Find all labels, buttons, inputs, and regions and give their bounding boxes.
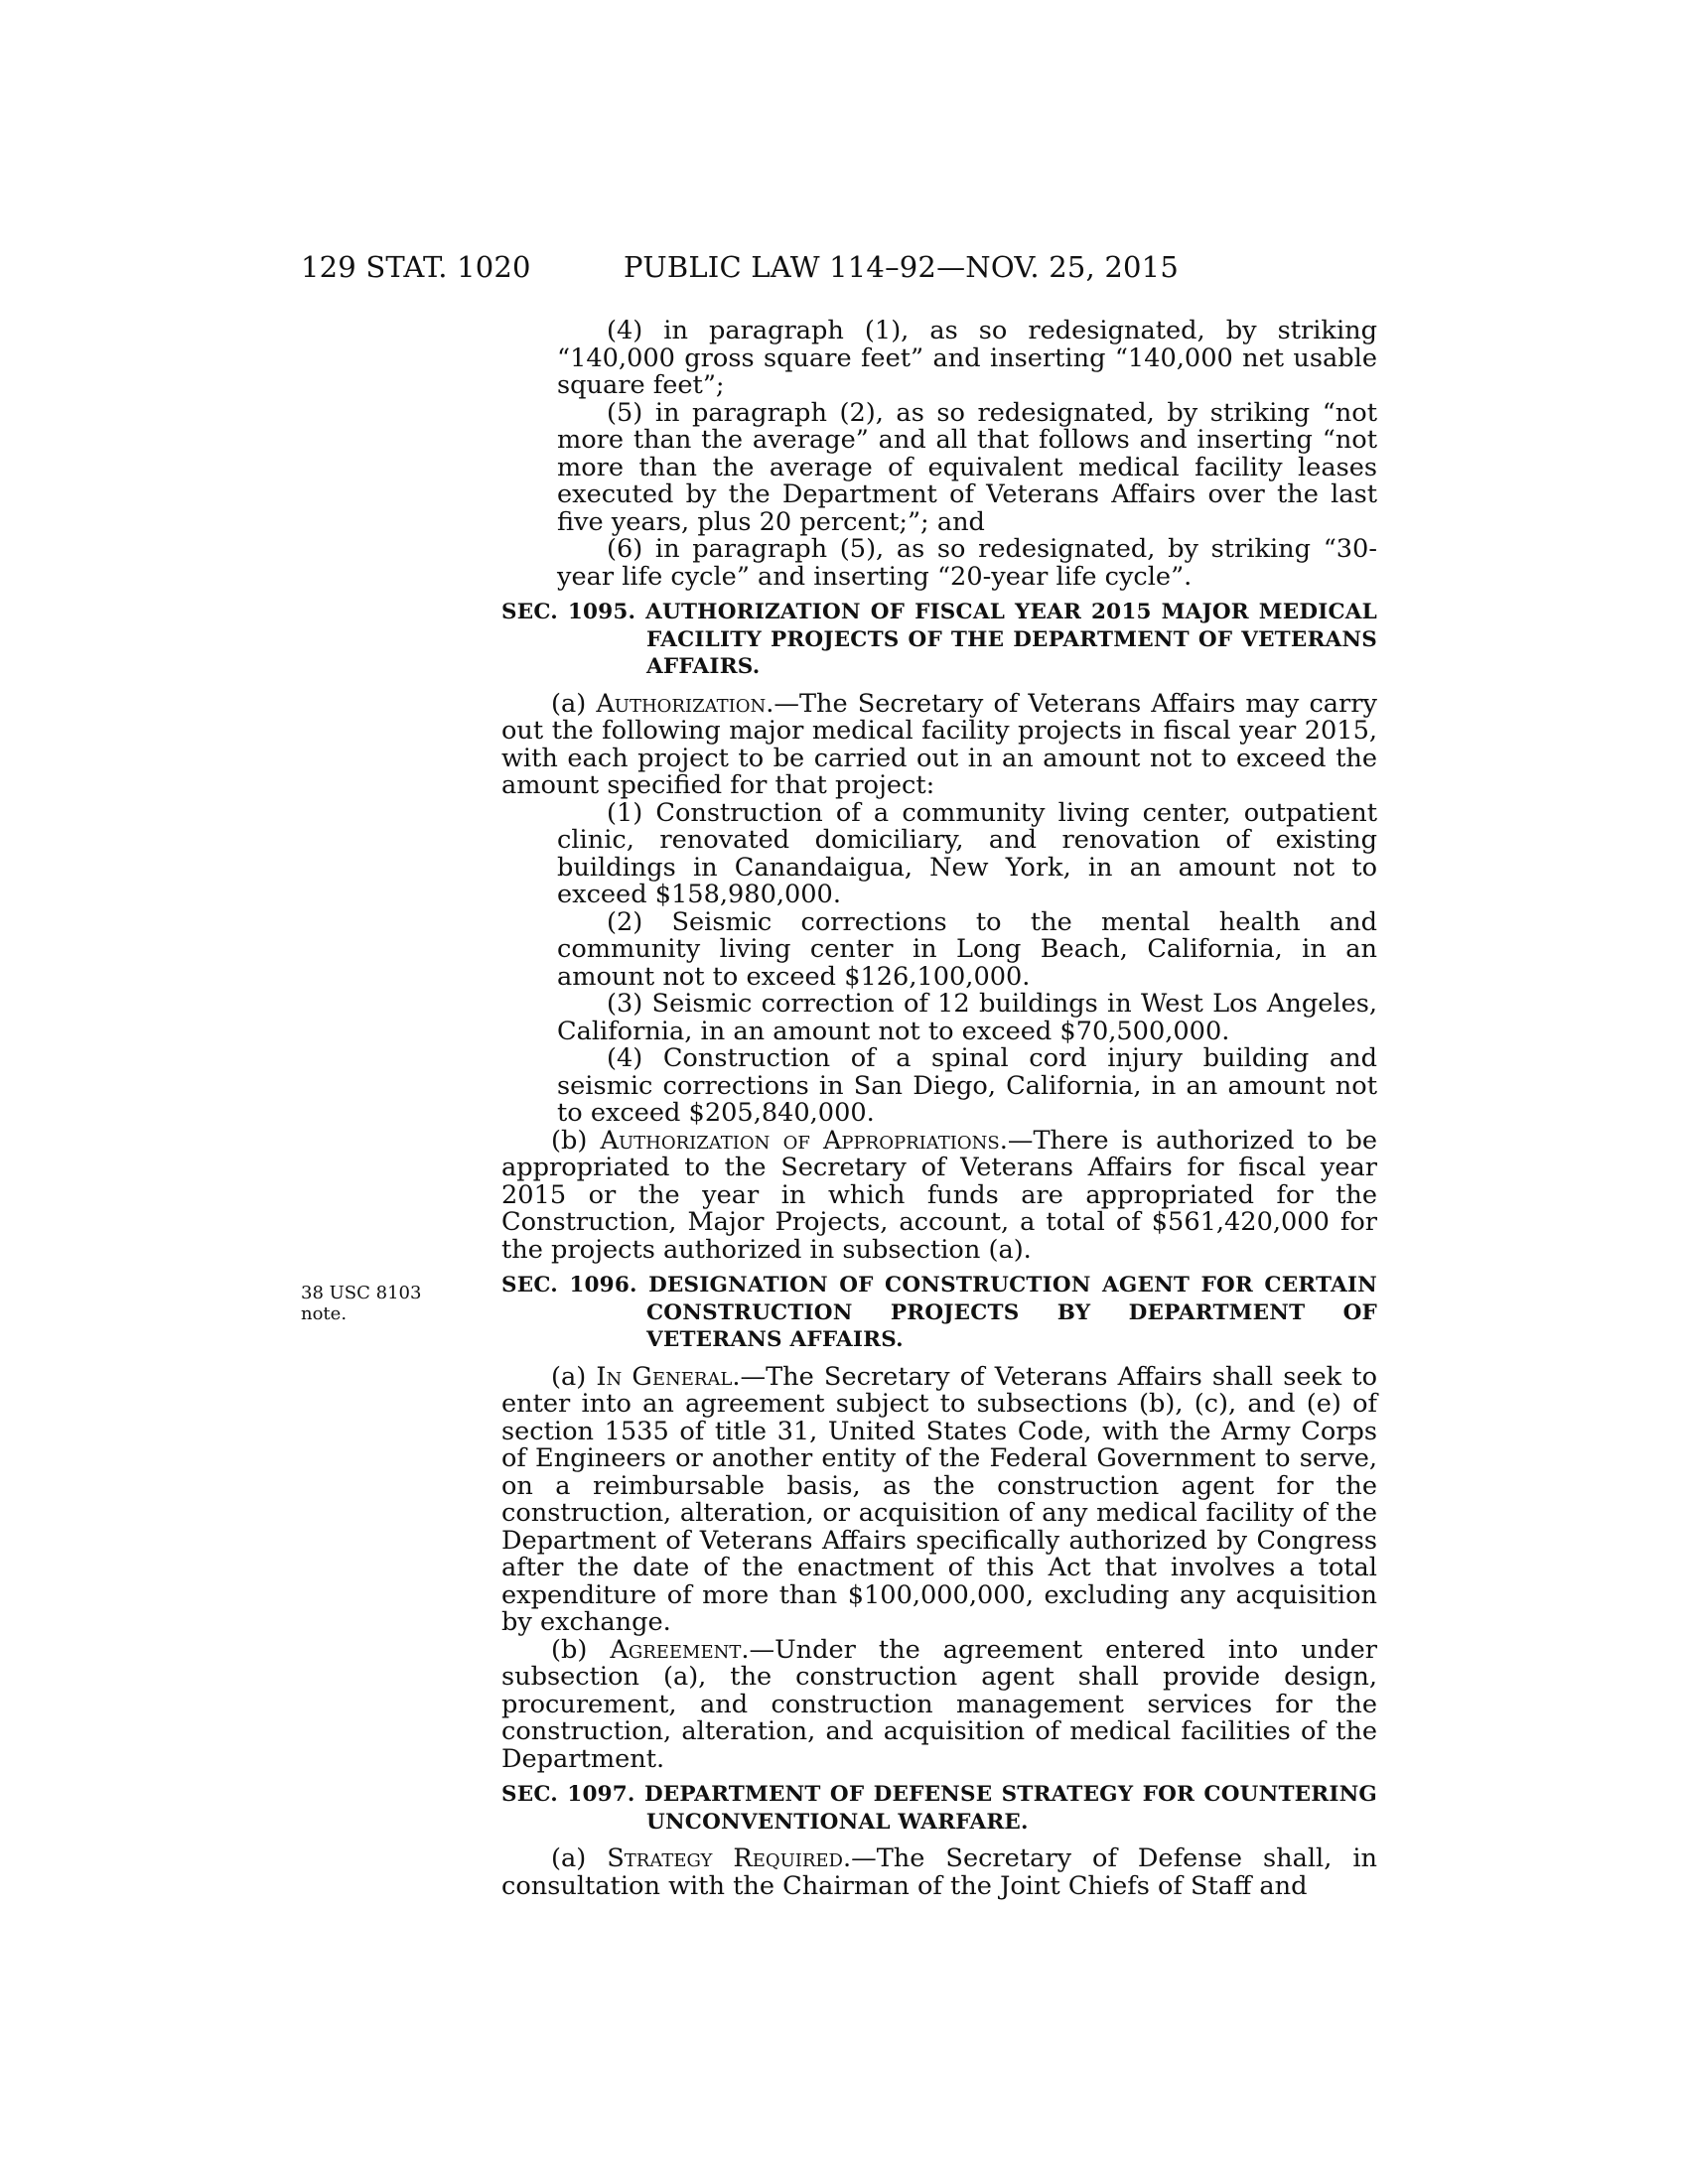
section-1096-subsection-b bbox=[501, 1634, 1377, 1774]
subsection-text: .—The Secretary of Veterans Affairs may carry out the following major medical facility projects in fiscal year 2015, with each project to be carried out in an amount not to exceed the amount specified for that project: bbox=[501, 688, 1377, 800]
subsection-caption: Strategy Required bbox=[607, 1843, 843, 1873]
section-1095-subsection-a bbox=[501, 688, 1377, 800]
paragraph-4: (4) in paragraph (1), as so redesignated, by striking “140,000 gross square feet” and inserting “140,000 net usable square feet”; bbox=[557, 316, 1377, 400]
section-1095-heading: SEC. 1095. AUTHORIZATION OF FISCAL YEAR 2015 MAJOR MEDICAL FACILITY PROJECTS OF THE DEPARTMENT OF VETERANS AFFAIRS. bbox=[501, 600, 1377, 679]
running-head: PUBLIC LAW 114–92—NOV. 25, 2015 bbox=[624, 250, 1179, 284]
paragraph-5: (5) in paragraph (2), as so redesignated, by striking “not more than the average” and all that follows and inserting “not more than the average of equivalent medical facility leases executed by the Department of Veterans Affairs over the last five years, plus 20 percent;”; and bbox=[557, 397, 1377, 537]
margin-note-citation: 38 USC 8103 note. bbox=[301, 1283, 422, 1324]
paragraph-6: (6) in paragraph (5), as so redesignated, by striking “30-year life cycle” and inserting “20-year life cycle”. bbox=[557, 534, 1377, 592]
section-1096-subsection-a bbox=[501, 1361, 1377, 1637]
project-item-4: (4) Construction of a spinal cord injury building and seismic corrections in San Diego, California, in an amount not to exceed $205,840,000. bbox=[557, 1043, 1377, 1128]
subsection-caption: Agreement bbox=[610, 1634, 742, 1665]
subsection-label: (a) bbox=[551, 1843, 608, 1873]
subsection-caption: Authorization of Appropriations bbox=[600, 1125, 1000, 1156]
subsection-text: .—Under the agreement entered into under subsection (a), the construction agent shall provide design, procurement, and construction management services for the construction, alteration, and acquisition of medical facilities of the Department. bbox=[501, 1634, 1377, 1774]
section-1097-subsection-a bbox=[501, 1845, 1377, 1900]
statute-page-number: 129 STAT. 1020 bbox=[301, 250, 531, 284]
subsection-text: .—The Secretary of Veterans Affairs shall seek to enter into an agreement subject to subsections (b), (c), and (e) of section 1535 of title 31, United States Code, with the Army Corps of Engineers or another entity of the Federal Government to serve, on a reimbursable basis, as the construction agent for the construction, alteration, or acquisition of any medical facility of the Department of Veterans Affairs specifically authorized by Congress after the date of the enactment of this Act that involves a total expenditure of more than $100,000,000, excluding any acquisition by exchange. bbox=[501, 1361, 1377, 1637]
section-1095-subsection-b bbox=[501, 1125, 1377, 1265]
subsection-label: (b) bbox=[551, 1634, 611, 1665]
subsection-label: (a) bbox=[551, 1361, 597, 1392]
project-item-1: (1) Construction of a community living center, outpatient clinic, renovated domiciliary, and renovation of existing buildings in Canandaigua, New York, in an amount not to exceed $158,980,000. bbox=[557, 797, 1377, 909]
document-body bbox=[501, 318, 1377, 1900]
subsection-text: .—The Secretary of Defense shall, in consultation with the Chairman of the Joint Chiefs of Staff and bbox=[501, 1843, 1377, 1901]
subsection-label: (a) bbox=[551, 688, 597, 719]
section-1096-heading: SEC. 1096. DESIGNATION OF CONSTRUCTION AGENT FOR CERTAIN CONSTRUCTION PROJECTS BY DEPARTMENT OF VETERANS AFFAIRS. bbox=[501, 1273, 1377, 1352]
subsection-text: .—There is authorized to be appropriated to the Secretary of Veterans Affairs for fiscal year 2015 or the year in which funds are appropriated for the Construction, Major Projects, account, a total of $561,420,000 for the projects authorized in subsection (a). bbox=[501, 1125, 1377, 1265]
project-item-2: (2) Seismic corrections to the mental health and community living center in Long Beach, California, in an amount not to exceed $126,100,000. bbox=[557, 906, 1377, 992]
subsection-caption: Authorization bbox=[596, 688, 767, 719]
project-item-3: (3) Seismic correction of 12 buildings in West Los Angeles, California, in an amount not to exceed $70,500,000. bbox=[557, 989, 1377, 1046]
subsection-label: (b) bbox=[551, 1125, 601, 1156]
subsection-caption: In General bbox=[596, 1361, 733, 1392]
section-1097-heading: SEC. 1097. DEPARTMENT OF DEFENSE STRATEGY FOR COUNTERING UNCONVENTIONAL WARFARE. bbox=[501, 1782, 1377, 1835]
